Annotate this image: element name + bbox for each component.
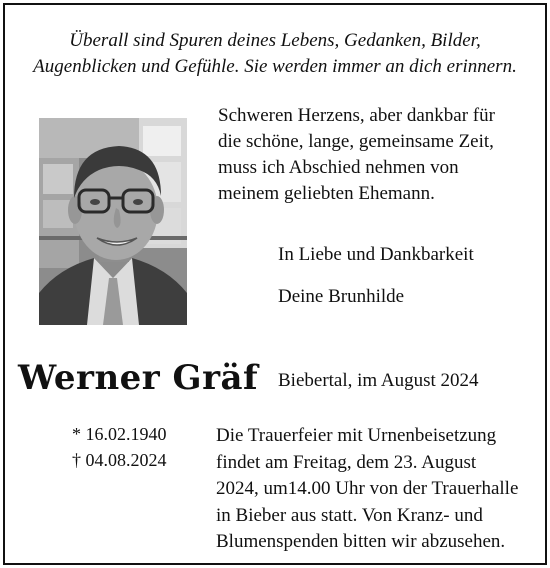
ceremony-line: in Bieber aus statt. Von Kranz- und	[216, 504, 483, 526]
condolence-message	[218, 103, 495, 207]
ceremony-line: Blumenspenden bitten wir abzusehen.	[216, 531, 506, 552]
quote-line: Augenblicken und Gefühle. Sie werden immer an dich erinnern.	[33, 56, 517, 77]
message-line: Schweren Herzens, aber dankbar für	[218, 105, 495, 126]
birth-date: * 16.02.1940	[72, 424, 167, 444]
ceremony-info	[216, 423, 518, 556]
ceremony-line: Die Trauerfeier mit Urnenbeisetzung	[216, 425, 497, 446]
message-line: meinem geliebten Ehemann.	[218, 183, 435, 204]
ceremony-line: 2024, um14.00 Uhr von der Trauerhalle	[216, 478, 519, 499]
message-line: die schöne, lange, gemeinsame Zeit,	[218, 131, 494, 152]
portrait-photo	[39, 118, 187, 325]
memorial-quote	[0, 28, 550, 80]
deceased-name: Werner Gräf	[18, 358, 259, 398]
signature: Deine Brunhilde	[278, 286, 405, 307]
place-date: Biebertal, im August 2024	[278, 370, 479, 391]
ceremony-line: findet am Freitag, dem 23. August	[216, 451, 477, 473]
closing-phrase: In Liebe und Dankbarkeit	[278, 244, 474, 265]
quote-line: Überall sind Spuren deines Lebens, Gedanken, Bilder,	[69, 30, 481, 51]
death-date: † 04.08.2024	[72, 450, 167, 470]
message-line: muss ich Abschied nehmen von	[218, 157, 459, 178]
life-dates	[72, 421, 167, 473]
